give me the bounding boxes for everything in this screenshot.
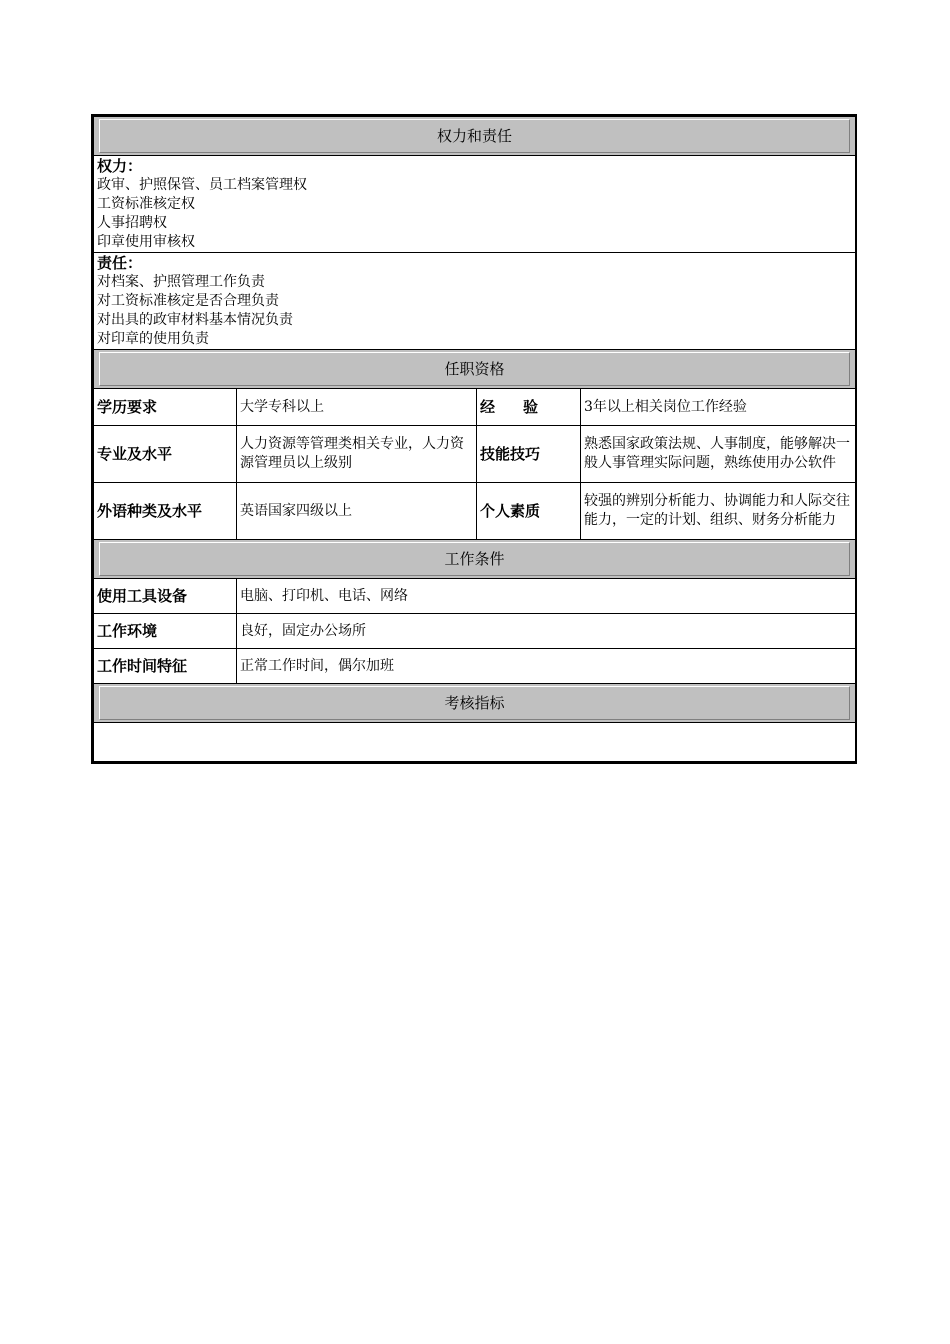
work-time-label: 工作时间特征 <box>94 649 237 684</box>
environment-label: 工作环境 <box>94 614 237 649</box>
section-title: 工作条件 <box>99 542 850 576</box>
experience-value: 3年以上相关岗位工作经验 <box>581 389 856 426</box>
power-item: 政审、护照保管、员工档案管理权 <box>97 176 307 193</box>
grid-table <box>93 116 856 762</box>
personal-quality-label: 个人素质 <box>477 483 581 540</box>
duties-title: 责任： <box>97 253 143 272</box>
duty-item: 对出具的政审材料基本情况负责 <box>97 311 293 328</box>
condition-row-tools <box>94 579 856 614</box>
power-item: 人事招聘权 <box>97 214 167 231</box>
qualification-row-major <box>94 426 856 483</box>
power-item: 工资标准核定权 <box>97 195 195 212</box>
language-label: 外语种类及水平 <box>94 483 237 540</box>
condition-row-time <box>94 649 856 684</box>
skills-value: 熟悉国家政策法规、人事制度，能够解决一般人事管理实际问题，熟练使用办公软件 <box>581 426 856 483</box>
section-header-assessment <box>94 684 856 723</box>
section-title: 考核指标 <box>99 686 850 720</box>
experience-label-part: 验 <box>523 397 539 416</box>
powers-block <box>94 156 856 253</box>
section-header-powers <box>94 117 856 156</box>
section-title: 任职资格 <box>99 352 850 386</box>
skills-label: 技能技巧 <box>477 426 581 483</box>
condition-row-environment <box>94 614 856 649</box>
tools-label: 使用工具设备 <box>94 579 237 614</box>
duty-item: 对工资标准核定是否合理负责 <box>97 292 279 309</box>
experience-label-part: 经 <box>480 397 496 416</box>
duties-block <box>94 253 856 350</box>
education-value: 大学专科以上 <box>237 389 477 426</box>
major-value: 人力资源等管理类相关专业，人力资源管理员以上级别 <box>237 426 477 483</box>
assessment-content-row <box>94 723 856 762</box>
job-description-table <box>91 114 857 764</box>
duty-item: 对印章的使用负责 <box>97 330 209 347</box>
personal-quality-value: 较强的辨别分析能力、协调能力和人际交往能力，一定的计划、组织、财务分析能力 <box>581 483 856 540</box>
section-header-conditions <box>94 540 856 579</box>
major-label: 专业及水平 <box>94 426 237 483</box>
duty-item: 对档案、护照管理工作负责 <box>97 273 265 290</box>
language-value: 英语国家四级以上 <box>237 483 477 540</box>
education-label: 学历要求 <box>94 389 237 426</box>
work-time-value: 正常工作时间，偶尔加班 <box>237 649 856 684</box>
qualification-row-education <box>94 389 856 426</box>
tools-value: 电脑、打印机、电话、网络 <box>237 579 856 614</box>
section-header-qualifications <box>94 350 856 389</box>
qualification-row-language <box>94 483 856 540</box>
power-item: 印章使用审核权 <box>97 233 195 250</box>
powers-title: 权力： <box>97 156 143 175</box>
environment-value: 良好，固定办公场所 <box>237 614 856 649</box>
assessment-value <box>94 723 856 762</box>
section-title: 权力和责任 <box>99 119 850 153</box>
experience-label <box>477 389 581 426</box>
